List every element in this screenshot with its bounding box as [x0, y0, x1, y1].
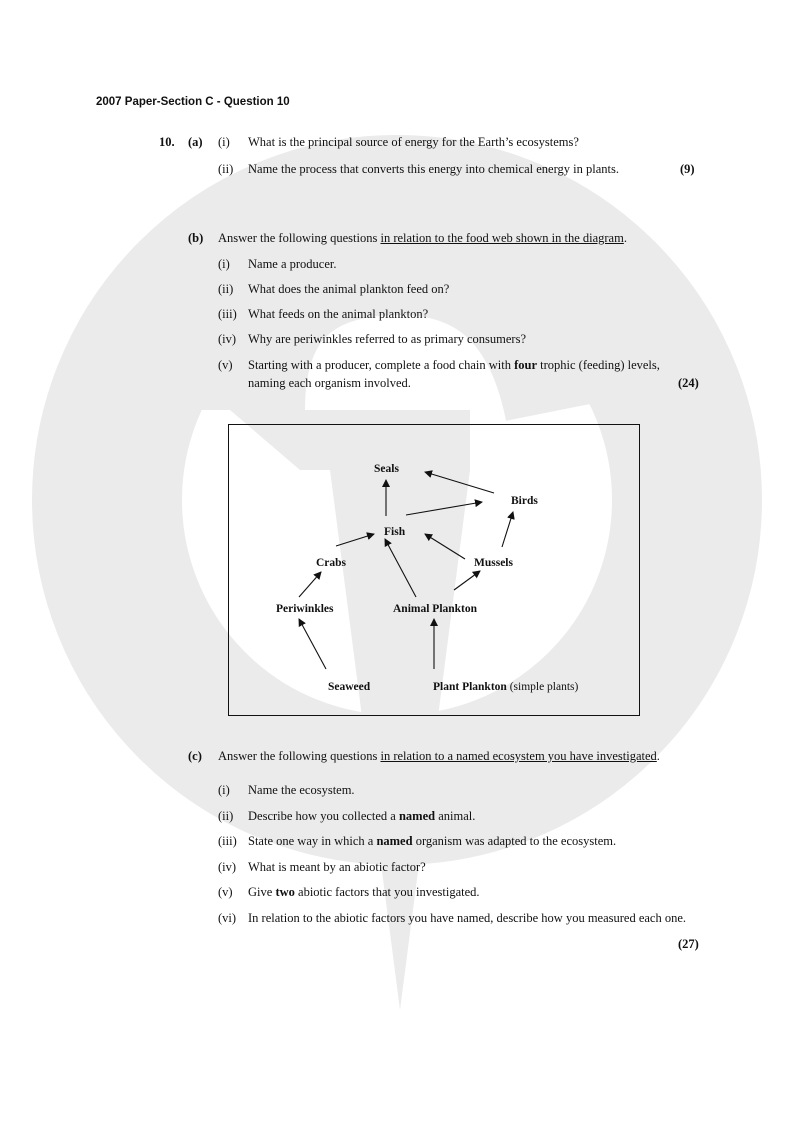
part-b-item-1-text: Name a producer. [248, 257, 337, 271]
food-web-diagram [228, 424, 640, 716]
arrow-mussels-to-birds [502, 512, 513, 547]
part-b-item-4-num: (iv) [218, 332, 237, 346]
part-c-item-4-text: What is meant by an abiotic factor? [248, 860, 426, 874]
part-a-marks: (9) [680, 162, 695, 176]
node-seaweed: Seaweed [328, 681, 371, 693]
arrow-animalplankton-to-fish [385, 539, 416, 597]
part-b-marks: (24) [678, 376, 699, 390]
node-animal-plankton: Animal Plankton [393, 603, 478, 615]
part-c-intro-end: . [656, 749, 660, 763]
part-b-label: (b) [188, 231, 204, 245]
node-mussels: Mussels [474, 557, 513, 569]
node-seals: Seals [374, 463, 399, 475]
part-c-item-5-text: Give two abiotic factors that you investigated. [248, 885, 480, 899]
part-c-item-5-num: (v) [218, 885, 233, 899]
part-c-intro [218, 749, 660, 764]
part-b-intro-start: Answer the following questions [218, 231, 381, 245]
part-b-intro [218, 231, 627, 246]
node-birds: Birds [511, 495, 538, 507]
part-b-item-5-bold: four [514, 358, 538, 372]
part-c-intro-underlined: in relation to a named ecosystem you have investigated [380, 749, 657, 763]
part-b-item-5-line1 [248, 358, 660, 373]
part-a-item-1-num: (i) [218, 135, 230, 149]
part-b-item-4-text: Why are periwinkles referred to as primary consumers? [248, 332, 527, 346]
part-b-item-5-num: (v) [218, 358, 233, 372]
part-a-item-1-text: What is the principal source of energy for the Earth’s ecosystems? [248, 135, 579, 149]
part-a-item-2-num: (ii) [218, 162, 234, 176]
part-b-item-5-line2: naming each organism involved. [248, 376, 411, 390]
node-plant-plankton [433, 680, 578, 694]
question-number: 10. [159, 135, 175, 149]
food-web-arrows [229, 425, 641, 717]
part-c-item-2-num: (ii) [218, 809, 234, 823]
arrow-mussels-to-fish [425, 534, 465, 559]
part-c-intro-start: Answer the following questions [218, 749, 381, 763]
part-b-item-5-post: trophic (feeding) levels, [537, 358, 660, 372]
part-b-intro-underlined: in relation to the food web shown in the diagram [380, 231, 624, 245]
part-a-label: (a) [188, 135, 203, 149]
part-c-item-1-text: Name the ecosystem. [248, 783, 355, 797]
part-c-item-3-num: (iii) [218, 834, 237, 848]
part-a-item-2-text: Name the process that converts this energy into chemical energy in plants. [248, 162, 619, 176]
part-c-item-1-num: (i) [218, 783, 230, 797]
node-plant-plankton-name: Plant Plankton [433, 681, 507, 693]
part-c-item-3-text: State one way in which a named organism was adapted to the ecosystem. [248, 834, 617, 848]
arrow-crabs-to-fish [336, 534, 374, 546]
part-b-item-3-num: (iii) [218, 307, 237, 321]
part-c-marks: (27) [678, 937, 699, 951]
arrow-periwinkles-to-crabs [299, 572, 321, 597]
part-c-item-6-text: In relation to the abiotic factors you have named, describe how you measured each one. [248, 911, 687, 925]
part-c-item-4-num: (iv) [218, 860, 237, 874]
part-b-item-2-num: (ii) [218, 282, 234, 296]
arrow-animalplankton-to-mussels [454, 571, 480, 590]
part-c-item-6-num: (vi) [218, 911, 237, 925]
part-b-item-2-text: What does the animal plankton feed on? [248, 282, 450, 296]
part-b-intro-end: . [623, 231, 627, 245]
part-c-item-2-text: Describe how you collected a named animal. [248, 809, 476, 823]
part-b-item-5-pre: Starting with a producer, complete a food chain with [248, 358, 515, 372]
node-crabs: Crabs [316, 557, 347, 569]
part-c-label: (c) [188, 749, 202, 763]
arrow-fish-to-birds [406, 502, 482, 515]
part-b-item-3-text: What feeds on the animal plankton? [248, 307, 429, 321]
node-fish: Fish [384, 526, 406, 538]
arrow-seaweed-to-periwinkles [299, 619, 326, 669]
arrow-birds-to-seals [425, 472, 494, 493]
node-plant-plankton-note: (simple plants) [506, 681, 579, 693]
page-header: 2007 Paper-Section C - Question 10 [96, 96, 290, 108]
part-b-item-1-num: (i) [218, 257, 230, 271]
node-periwinkles: Periwinkles [276, 603, 334, 615]
